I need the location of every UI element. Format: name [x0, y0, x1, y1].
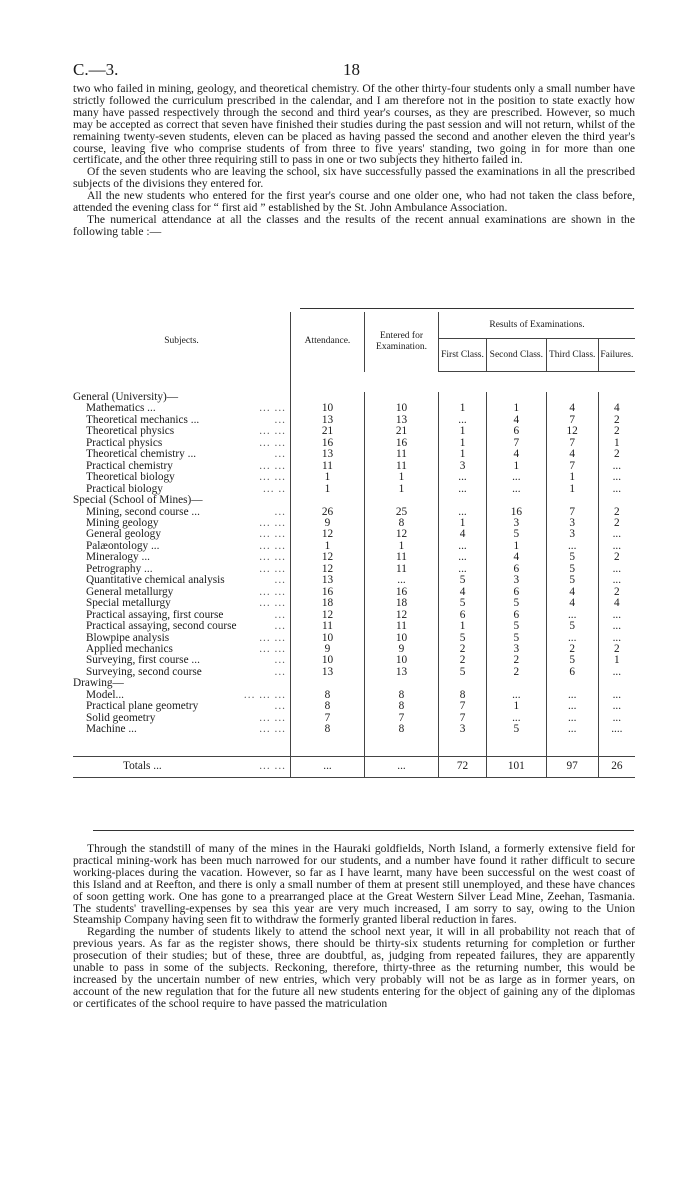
- leader-dots: ... ...: [259, 459, 286, 472]
- first-class-cell: 2: [439, 644, 487, 655]
- third-class-cell: 5: [546, 564, 598, 575]
- failures-cell: ...: [612, 482, 622, 495]
- subject-name: Drawing—: [73, 677, 124, 690]
- attendance-cell: 21: [291, 426, 365, 437]
- first-class-cell: 5: [439, 575, 487, 586]
- failures-cell: ....: [611, 723, 623, 736]
- third-class-cell: 5: [546, 575, 598, 586]
- entered-cell: 12: [365, 610, 439, 621]
- entered-cell: 11: [365, 449, 439, 460]
- table-row: [73, 701, 635, 712]
- subject-name: Mathematics ...: [86, 402, 156, 415]
- header-first-class: First Class.: [439, 339, 487, 372]
- subject-label: [73, 575, 291, 586]
- first-class-cell: ...: [439, 484, 487, 495]
- failures-cell: 26: [598, 756, 635, 777]
- second-class-cell: 1: [487, 541, 547, 552]
- entered-cell: [365, 495, 439, 506]
- third-class-cell: 7: [546, 461, 598, 472]
- subject-name: Practical assaying, first course: [86, 608, 224, 621]
- second-class-cell: 6: [487, 587, 547, 598]
- entered-cell: 9: [365, 644, 439, 655]
- attendance-cell: 10: [291, 633, 365, 644]
- third-class-cell: 3: [546, 518, 598, 529]
- subject-label: [73, 701, 291, 712]
- entered-cell: 8: [365, 701, 439, 712]
- subject-name: Theoretical mechanics ...: [86, 413, 200, 426]
- subject-name: Theoretical biology: [86, 471, 175, 484]
- entered-cell: 11: [365, 552, 439, 563]
- second-class-cell: ...: [487, 484, 547, 495]
- subject-label: [73, 724, 291, 735]
- first-class-cell: 1: [439, 518, 487, 529]
- document-reference: C.—3.: [73, 60, 119, 79]
- subject-name: Surveying, second course: [86, 665, 202, 678]
- failures-cell: ...: [612, 631, 622, 644]
- first-class-cell: 1: [439, 621, 487, 632]
- second-class-cell: 3: [487, 518, 547, 529]
- entered-cell: 16: [365, 438, 439, 449]
- subject-label: [73, 598, 291, 609]
- subject-name: Petrography ...: [86, 562, 153, 575]
- subject-name: Mining geology: [86, 516, 159, 529]
- third-class-cell: 7: [546, 415, 598, 426]
- second-class-cell: 3: [487, 644, 547, 655]
- failures-cell: ...: [612, 574, 622, 587]
- leader-dots: ...: [274, 620, 286, 633]
- second-class-cell: 5: [487, 633, 547, 644]
- paragraph: Of the seven students who are leaving the school, six have successfully passed the examinations in all the prescribed subjects of the divisions they entered for.: [73, 165, 635, 191]
- header-attendance: Attendance.: [291, 312, 365, 372]
- failures-cell: 2: [614, 516, 620, 529]
- attendance-cell: 1: [291, 541, 365, 552]
- leader-dots: ...: [274, 574, 286, 587]
- second-class-cell: ...: [487, 713, 547, 724]
- entered-cell: 11: [365, 461, 439, 472]
- table-row: [73, 552, 635, 563]
- subject-name: Machine ...: [86, 723, 137, 736]
- header-failures: Failures.: [598, 339, 635, 372]
- first-class-cell: ...: [439, 507, 487, 518]
- subject-label: [73, 756, 291, 777]
- third-class-cell: 4: [546, 449, 598, 460]
- leader-dots: ...: [274, 505, 286, 518]
- paragraph: Regarding the number of students likely to attend the school next year, it will in all probability not reach that of previous years. As far as the register shows, there should be thirty-six students returning for completion or further prosecution of their studies; but of these, three are doubtful, as, judging from repeated failures, they are apparently unable to pass in some of the subjects. Reckoning, therefore, thirty-three as the returning number, this would be increased by the uncertain number of new entries, which very probably will not be as large as in former years, on account of the new regulation that for the future all new students entering for the object of gaining any of the diplomas or certificates of the school require to have passed the matriculation: [73, 925, 635, 1010]
- first-class-cell: 1: [439, 403, 487, 414]
- table-row: [73, 667, 635, 678]
- second-class-cell: ...: [487, 690, 547, 701]
- subject-name: Practical plane geometry: [86, 700, 199, 713]
- subject-name: Applied mechanics: [86, 642, 173, 655]
- third-class-cell: 1: [546, 472, 598, 483]
- attendance-cell: 16: [291, 438, 365, 449]
- entered-cell: 8: [365, 518, 439, 529]
- subject-name: Theoretical chemistry ...: [86, 448, 197, 461]
- third-class-cell: [546, 495, 598, 506]
- attendance-cell: 13: [291, 575, 365, 586]
- second-class-cell: ...: [487, 472, 547, 483]
- leader-dots: ...: [274, 700, 286, 713]
- table-body: [73, 392, 635, 777]
- failures-cell: 2: [614, 585, 620, 598]
- attendance-cell: 10: [291, 403, 365, 414]
- second-class-cell: 101: [487, 756, 547, 777]
- entered-cell: ...: [365, 756, 439, 777]
- attendance-cell: 12: [291, 610, 365, 621]
- second-class-cell: 16: [487, 507, 547, 518]
- first-class-cell: [439, 495, 487, 506]
- attendance-cell: 11: [291, 461, 365, 472]
- entered-cell: 1: [365, 541, 439, 552]
- attendance-cell: 13: [291, 449, 365, 460]
- failures-cell: ...: [612, 528, 622, 541]
- failures-cell: ...: [612, 711, 622, 724]
- second-class-cell: 2: [487, 655, 547, 666]
- table-row: [73, 724, 635, 735]
- first-class-cell: 5: [439, 598, 487, 609]
- leader-dots: ...: [274, 654, 286, 667]
- leader-dots: ... ...: [259, 562, 286, 575]
- attendance-cell: 13: [291, 415, 365, 426]
- outro-text: [73, 843, 635, 1010]
- attendance-cell: 1: [291, 472, 365, 483]
- third-class-cell: ...: [546, 541, 598, 552]
- subject-name: Practical chemistry: [86, 459, 173, 472]
- attendance-cell: 13: [291, 667, 365, 678]
- second-class-cell: 1: [487, 403, 547, 414]
- third-class-cell: 5: [546, 655, 598, 666]
- second-class-cell: 5: [487, 724, 547, 735]
- subject-name: Special (School of Mines)—: [73, 494, 203, 507]
- subject-name: General metallurgy: [86, 585, 174, 598]
- first-class-cell: 7: [439, 701, 487, 712]
- failures-cell: 1: [614, 436, 620, 449]
- entered-cell: 11: [365, 621, 439, 632]
- subject-name: General (University)—: [73, 391, 179, 403]
- table-row: [73, 598, 635, 609]
- leader-dots: ... ...: [259, 759, 286, 772]
- entered-cell: 13: [365, 667, 439, 678]
- table-row: [73, 713, 635, 724]
- second-class-cell: 4: [487, 415, 547, 426]
- attendance-cell: [291, 495, 365, 506]
- second-class-cell: 1: [487, 461, 547, 472]
- failures-cell: 2: [614, 448, 620, 461]
- third-class-cell: 4: [546, 587, 598, 598]
- examination-results-table: [73, 312, 635, 778]
- attendance-cell: 10: [291, 655, 365, 666]
- first-class-cell: 5: [439, 633, 487, 644]
- entered-cell: 8: [365, 690, 439, 701]
- third-class-cell: 97: [546, 756, 598, 777]
- leader-dots: ...: [274, 413, 286, 426]
- subject-name: Special metallurgy: [86, 597, 171, 610]
- intro-text: [73, 83, 635, 238]
- subject-name: Totals ...: [123, 759, 162, 772]
- third-class-cell: 7: [546, 438, 598, 449]
- leader-dots: ... ...: [259, 711, 286, 724]
- second-class-cell: 6: [487, 564, 547, 575]
- first-class-cell: 5: [439, 667, 487, 678]
- first-class-cell: 2: [439, 655, 487, 666]
- third-class-cell: 2: [546, 644, 598, 655]
- failures-cell: ...: [612, 620, 622, 633]
- attendance-cell: 9: [291, 518, 365, 529]
- failures-cell: 1: [614, 654, 620, 667]
- category-row: [73, 678, 635, 689]
- failures-cell: ...: [612, 471, 622, 484]
- leader-dots: ... ...: [259, 585, 286, 598]
- leader-dots: ...: [274, 448, 286, 461]
- first-class-cell: 72: [439, 756, 487, 777]
- attendance-cell: 26: [291, 507, 365, 518]
- entered-cell: 1: [365, 472, 439, 483]
- failures-cell: 2: [614, 642, 620, 655]
- second-class-cell: 1: [487, 701, 547, 712]
- second-class-cell: 5: [487, 598, 547, 609]
- failures-cell: [598, 495, 635, 506]
- header-entered: Entered for Examination.: [365, 312, 439, 372]
- failures-cell: 2: [614, 425, 620, 438]
- first-class-cell: 4: [439, 587, 487, 598]
- table-row: [73, 541, 635, 552]
- third-class-cell: 4: [546, 403, 598, 414]
- subject-name: Theoretical physics: [86, 425, 175, 438]
- table-row: [73, 756, 635, 777]
- leader-dots: ...: [274, 608, 286, 621]
- failures-cell: ...: [612, 608, 622, 621]
- third-class-cell: ...: [546, 724, 598, 735]
- third-class-cell: 3: [546, 529, 598, 540]
- entered-cell: 13: [365, 415, 439, 426]
- leader-dots: ... ...: [259, 642, 286, 655]
- subject-name: Practical biology: [86, 482, 163, 495]
- leader-dots: ...: [274, 665, 286, 678]
- first-class-cell: 4: [439, 529, 487, 540]
- second-class-cell: 4: [487, 552, 547, 563]
- attendance-cell: 12: [291, 529, 365, 540]
- leader-dots: ... ...: [259, 551, 286, 564]
- subject-name: Surveying, first course ...: [86, 654, 200, 667]
- third-class-cell: 6: [546, 667, 598, 678]
- third-class-cell: 7: [546, 507, 598, 518]
- attendance-cell: 16: [291, 587, 365, 598]
- failures-cell: 4: [614, 597, 620, 610]
- first-class-cell: ...: [439, 541, 487, 552]
- category-row: [73, 392, 635, 403]
- header-third-class: Third Class.: [546, 339, 598, 372]
- third-class-cell: 5: [546, 552, 598, 563]
- third-class-cell: 12: [546, 426, 598, 437]
- entered-cell: 7: [365, 713, 439, 724]
- subject-name: Solid geometry: [86, 711, 156, 724]
- third-class-cell: 4: [546, 598, 598, 609]
- subject-label: [73, 449, 291, 460]
- first-class-cell: 1: [439, 426, 487, 437]
- first-class-cell: ...: [439, 564, 487, 575]
- leader-dots: ... ...: [259, 528, 286, 541]
- second-class-cell: 6: [487, 426, 547, 437]
- leader-dots: ... ...: [259, 471, 286, 484]
- third-class-cell: ...: [546, 610, 598, 621]
- third-class-cell: 1: [546, 484, 598, 495]
- failures-cell: 2: [614, 413, 620, 426]
- first-class-cell: 1: [439, 449, 487, 460]
- leader-dots: ... ... ...: [243, 688, 286, 701]
- second-class-cell: 4: [487, 449, 547, 460]
- entered-cell: 10: [365, 655, 439, 666]
- leader-dots: ... ...: [259, 516, 286, 529]
- failures-cell: 2: [614, 505, 620, 518]
- subject-name: Practical assaying, second course: [86, 620, 237, 633]
- leader-dots: ... ...: [259, 402, 286, 415]
- subject-name: Mining, second course ...: [86, 505, 200, 518]
- entered-cell: 11: [365, 564, 439, 575]
- subject-label: [73, 472, 291, 483]
- paragraph: The numerical attendance at all the classes and the results of the recent annual examinations are shown in the following table :—: [73, 212, 635, 238]
- leader-dots: ... ...: [259, 597, 286, 610]
- entered-cell: ...: [365, 575, 439, 586]
- failures-cell: ...: [612, 665, 622, 678]
- failures-cell: ...: [612, 688, 622, 701]
- attendance-cell: 8: [291, 724, 365, 735]
- first-class-cell: 3: [439, 461, 487, 472]
- third-class-cell: ...: [546, 690, 598, 701]
- entered-cell: 21: [365, 426, 439, 437]
- leader-dots: ... ...: [259, 425, 286, 438]
- attendance-cell: ...: [291, 756, 365, 777]
- third-class-cell: ...: [546, 633, 598, 644]
- entered-cell: 8: [365, 724, 439, 735]
- subject-name: General geology: [86, 528, 161, 541]
- leader-dots: ... ...: [259, 436, 286, 449]
- attendance-cell: 11: [291, 621, 365, 632]
- first-class-cell: ...: [439, 415, 487, 426]
- third-class-cell: 5: [546, 621, 598, 632]
- leader-dots: ... ...: [259, 631, 286, 644]
- failures-cell: 4: [614, 402, 620, 415]
- attendance-cell: 8: [291, 690, 365, 701]
- failures-cell: ...: [612, 539, 622, 552]
- first-class-cell: ...: [439, 552, 487, 563]
- first-class-cell: 1: [439, 438, 487, 449]
- subject-name: Practical physics: [86, 436, 163, 449]
- table-row: [73, 621, 635, 632]
- first-class-cell: ...: [439, 472, 487, 483]
- entered-cell: 16: [365, 587, 439, 598]
- subject-name: Mineralogy ...: [86, 551, 151, 564]
- entered-cell: 1: [365, 484, 439, 495]
- table-row: [73, 472, 635, 483]
- category-row: [73, 495, 635, 506]
- failures-cell: ...: [612, 562, 622, 575]
- paragraph: All the new students who entered for the first year's course and one older one, who had not taken the class before, attended the evening class for “ first aid ” established by the St. John Ambulance Association.: [73, 189, 635, 215]
- third-class-cell: ...: [546, 713, 598, 724]
- first-class-cell: 6: [439, 610, 487, 621]
- header-results: Results of Examinations.: [439, 312, 636, 339]
- paragraph: Through the standstill of many of the mines in the Hauraki goldfields, North Island, a formerly extensive field for practical mining-work has been much narrowed for our students, and a number have found it rather difficult to secure working-places during the vacation. However, so far as I have learnt, many have been successful on the west coast of this Island and at Reefton, and there is only a small number of them at present still unemployed, and these have chances of soon getting work. One has gone to a prearranged place at the Great Western Silver Lead Mine, Zeehan, Tasmania. The students' travelling-expenses by sea this year are very much increased, I am sorry to say, owing to the Union Steamship Company having seen fit to withdraw the formerly granted liberal reduction in fares.: [73, 842, 635, 927]
- failures-cell: ...: [612, 700, 622, 713]
- entered-cell: 10: [365, 403, 439, 414]
- attendance-cell: 12: [291, 552, 365, 563]
- entered-cell: 12: [365, 529, 439, 540]
- page-number: 18: [343, 60, 360, 79]
- second-class-cell: 3: [487, 575, 547, 586]
- subject-name: Blowpipe analysis: [86, 631, 170, 644]
- category-label: [73, 495, 291, 506]
- table-row: [73, 575, 635, 586]
- first-class-cell: 7: [439, 713, 487, 724]
- subject-name: Quantitative chemical analysis: [86, 574, 225, 587]
- third-class-cell: ...: [546, 701, 598, 712]
- table-bottom-rule: [93, 830, 634, 831]
- header-subjects: Subjects.: [73, 312, 291, 372]
- attendance-cell: 18: [291, 598, 365, 609]
- second-class-cell: 5: [487, 529, 547, 540]
- table-row: [73, 449, 635, 460]
- first-class-cell: 3: [439, 724, 487, 735]
- subject-name: Model...: [86, 688, 124, 701]
- second-class-cell: 7: [487, 438, 547, 449]
- attendance-cell: 9: [291, 644, 365, 655]
- subject-label: [73, 621, 291, 632]
- second-class-cell: 6: [487, 610, 547, 621]
- attendance-cell: 8: [291, 701, 365, 712]
- page-header: [73, 60, 633, 80]
- leader-dots: ... ..: [263, 482, 286, 495]
- first-class-cell: 8: [439, 690, 487, 701]
- second-class-cell: [487, 495, 547, 506]
- paragraph: two who failed in mining, geology, and theoretical chemistry. Of the other thirty-four students only a small number have strictly followed the curriculum prescribed in the calendar, and I am therefore not in the position to state exactly how many have passed respectively through the second and third year's courses, as they are prescribed. However, so much may be accepted as correct that seven have finished their studies during the past session and will not return, whilst of the remaining twenty-seven students, eleven can be placed as having passed the second and another eleven the third year's course, leaving five who comprise students of from three to five years' standing, two going in for more than one certificate, and the other three requiring still to pass in one or two subjects they hitherto failed in.: [73, 82, 635, 167]
- attendance-cell: 12: [291, 564, 365, 575]
- entered-cell: 18: [365, 598, 439, 609]
- entered-cell: 10: [365, 633, 439, 644]
- attendance-cell: 1: [291, 484, 365, 495]
- header-second-class: Second Class.: [487, 339, 547, 372]
- leader-dots: ... ...: [259, 539, 286, 552]
- failures-cell: 2: [614, 551, 620, 564]
- entered-cell: 25: [365, 507, 439, 518]
- leader-dots: ... ...: [259, 723, 286, 736]
- table-top-rule: [300, 308, 634, 309]
- subject-name: Palæontology ...: [86, 539, 160, 552]
- attendance-cell: 7: [291, 713, 365, 724]
- second-class-cell: 2: [487, 667, 547, 678]
- second-class-cell: 5: [487, 621, 547, 632]
- failures-cell: ...: [612, 459, 622, 472]
